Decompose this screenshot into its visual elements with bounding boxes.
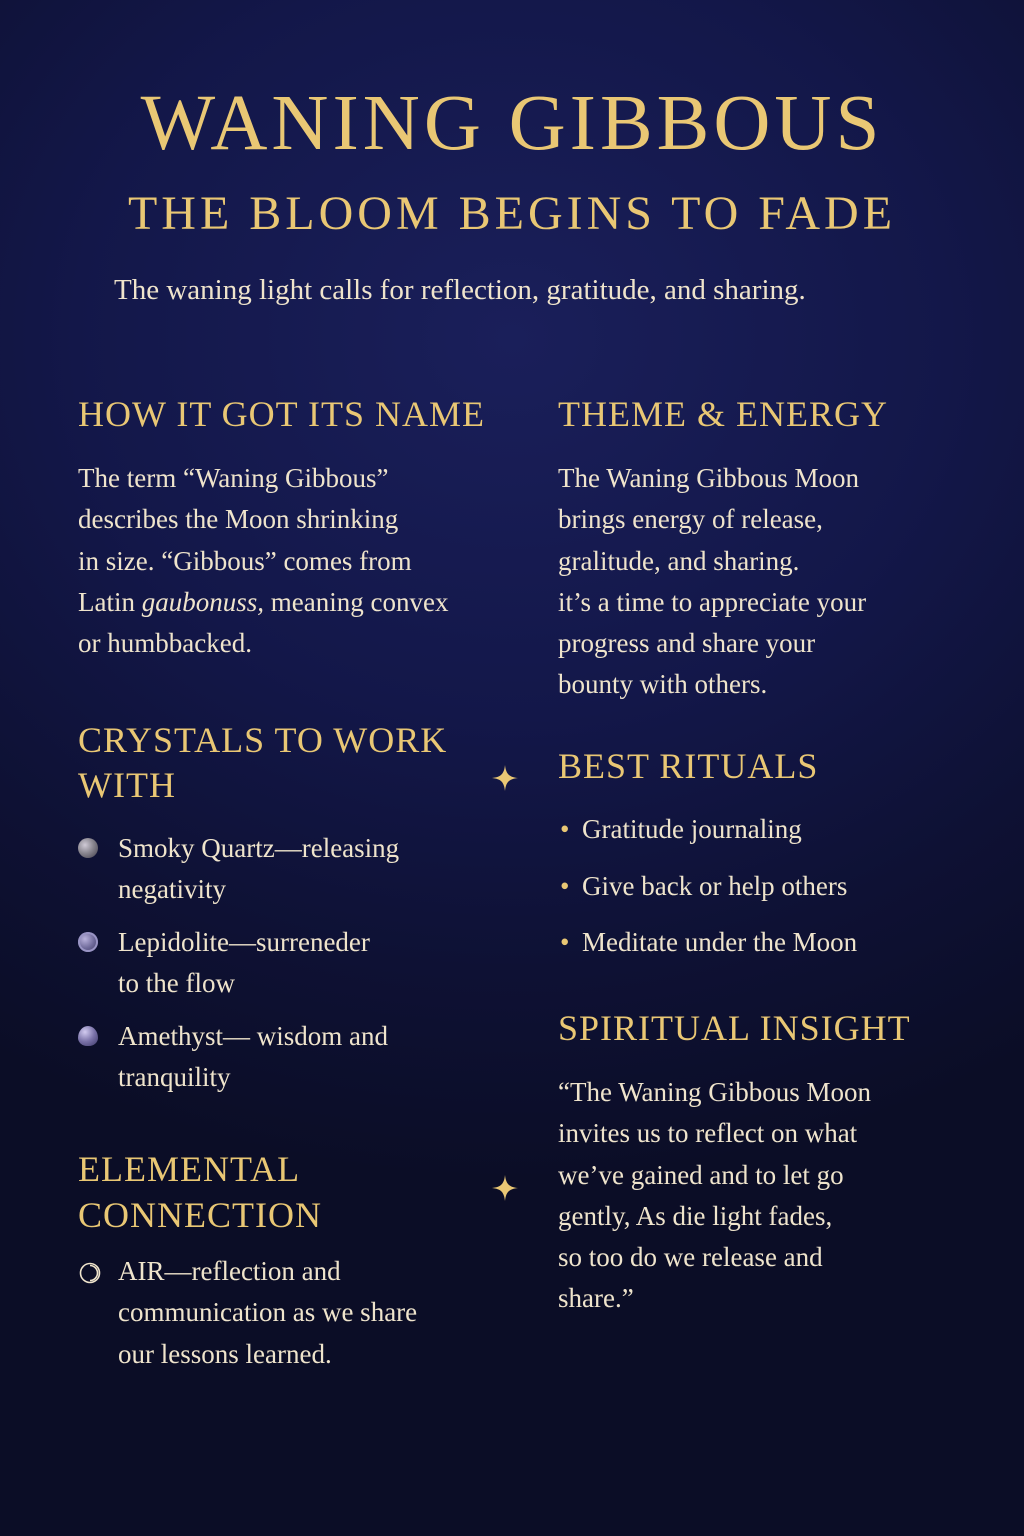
ritual-label: Gratitude journaling — [582, 814, 802, 844]
theme-section — [558, 392, 888, 437]
name-line: The term “Waning Gibbous” — [78, 463, 389, 493]
insight-line: so too do we release and — [558, 1242, 823, 1273]
smoky-quartz-stone-icon — [78, 838, 98, 858]
insight-line: share.” — [558, 1283, 634, 1314]
name-line: describes the Moon shrinking — [78, 504, 399, 535]
name-line-latin — [78, 582, 518, 623]
sparkle-icon — [492, 1175, 518, 1201]
ritual-item — [560, 816, 802, 843]
theme-line: progress and share your — [558, 628, 816, 659]
elemental-heading-line2: CONNECTION — [78, 1195, 322, 1235]
crystal-line: negativity — [118, 874, 226, 905]
crystals-heading-line2: WITH — [78, 765, 176, 805]
latin-suffix: meaning convex — [264, 586, 449, 617]
rituals-heading: BEST RITUALS — [558, 746, 819, 786]
theme-line: brings energy of release, — [558, 504, 823, 535]
insight-section — [558, 1006, 911, 1051]
elemental-line: communication as we share — [118, 1297, 418, 1328]
insight-line: invites us to reflect on what — [558, 1118, 858, 1149]
theme-line: bounty with others. — [558, 669, 768, 700]
insight-body — [558, 1072, 978, 1320]
latin-term: gaubonuss, — [141, 586, 264, 617]
elemental-section — [78, 1144, 322, 1236]
ritual-item — [560, 873, 847, 900]
amethyst-stone-icon — [78, 1026, 98, 1046]
crystal-line: tranquility — [118, 1062, 231, 1093]
theme-line: gralitude, and sharing. — [558, 545, 800, 576]
sparkle-icon — [492, 765, 518, 791]
latin-prefix: Latin — [78, 586, 142, 617]
elemental-line: AIR—reflection and — [118, 1256, 341, 1286]
elemental-line: our lessons learned. — [118, 1338, 332, 1369]
elemental-heading-line1: ELEMENTAL — [78, 1149, 301, 1189]
name-body — [78, 458, 518, 664]
crystal-line: Amethyst— wisdom and — [118, 1021, 388, 1051]
insight-line: we’ve gained and to let go — [558, 1159, 844, 1190]
theme-body — [558, 458, 978, 706]
theme-line: The Waning Gibbous Moon — [558, 463, 860, 493]
crystals-section — [78, 718, 447, 808]
ritual-bullet: • — [560, 871, 570, 901]
theme-heading: THEME & ENERGY — [558, 394, 888, 434]
page-title: WANING GIBBOUS — [140, 80, 884, 167]
name-heading: HOW IT GOT ITS NAME — [78, 394, 485, 434]
crystal-line: to the flow — [118, 968, 235, 999]
page-subtitle: THE BLOOM BEGINS TO FADE — [127, 187, 897, 240]
air-circle-icon — [78, 1261, 102, 1285]
elemental-body — [118, 1251, 518, 1375]
ritual-bullet: • — [560, 814, 570, 844]
insight-heading: SPIRITUAL INSIGHT — [558, 1008, 911, 1048]
crystal-line: Lepidolite—surreneder — [118, 927, 370, 957]
name-section — [78, 392, 485, 437]
ritual-bullet: • — [560, 927, 570, 957]
ritual-label: Give back or help others — [582, 871, 848, 901]
name-line: or humbbacked. — [78, 628, 252, 659]
crystals-heading-line1: CRYSTALS TO WORK — [78, 720, 448, 760]
lepidolite-stone-icon — [78, 932, 98, 952]
crystal-line: Smoky Quartz—releasing — [118, 833, 400, 863]
theme-line: it’s a time to appreciate your — [558, 586, 867, 617]
insight-line: “The Waning Gibbous Moon — [558, 1077, 872, 1107]
tagline: The waning light calls for reflection, gratitude, and sharing. — [114, 274, 806, 306]
rituals-section — [558, 744, 818, 789]
ritual-label: Meditate under the Moon — [582, 927, 858, 957]
ritual-item — [560, 929, 857, 956]
name-line: in size. “Gibbous” comes from — [78, 545, 412, 576]
insight-line: gently, As die light fades, — [558, 1200, 833, 1231]
